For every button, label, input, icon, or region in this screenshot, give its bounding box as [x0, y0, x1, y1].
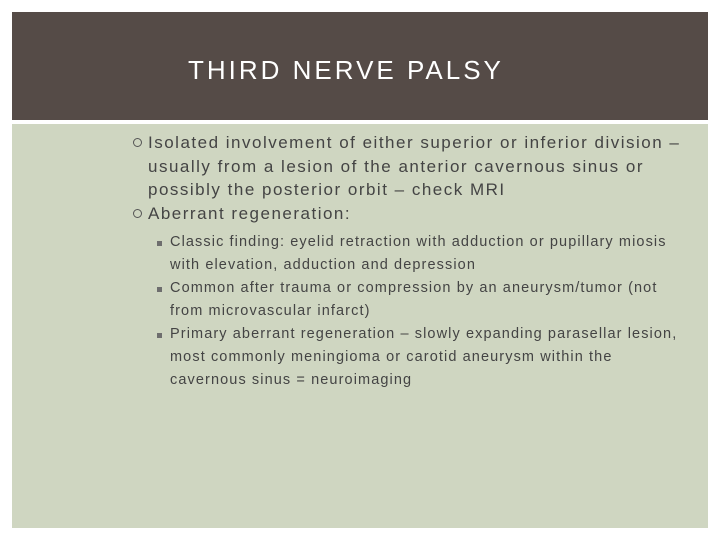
hollow-circle-bullet-icon [133, 209, 142, 218]
sub-bullet-list [148, 231, 693, 392]
sub-bullet-common-after-trauma [148, 277, 693, 323]
filled-square-bullet-icon [157, 287, 162, 292]
sub-bullet-text: Primary aberrant regeneration – slowly expanding parasellar lesion, most commonly meningioma or carotid aneurysm within the cavernous sinus = neuroimaging [170, 326, 678, 388]
sub-bullet-primary-aberrant [148, 323, 693, 392]
bullet-list [133, 131, 693, 392]
bullet-text: Isolated involvement of either superior or inferior division – usually from a lesion of the anterior cavernous sinus or possibly the posterior orbit – check MRI [148, 133, 681, 199]
sub-bullet-classic-finding [148, 231, 693, 277]
sub-bullet-text: Classic finding: eyelid retraction with adduction or pupillary miosis with elevation, adduction and depression [170, 234, 667, 273]
slide-title: THIRD NERVE PALSY [188, 55, 504, 85]
filled-square-bullet-icon [157, 333, 162, 338]
bullet-isolated-involvement [133, 131, 693, 202]
bullet-text: Aberrant regeneration: [148, 203, 352, 223]
bullet-aberrant-regeneration [133, 202, 693, 393]
sub-bullet-text: Common after trauma or compression by an aneurysm/tumor (not from microvascular infarct) [170, 280, 658, 319]
hollow-circle-bullet-icon [133, 138, 142, 147]
filled-square-bullet-icon [157, 241, 162, 246]
